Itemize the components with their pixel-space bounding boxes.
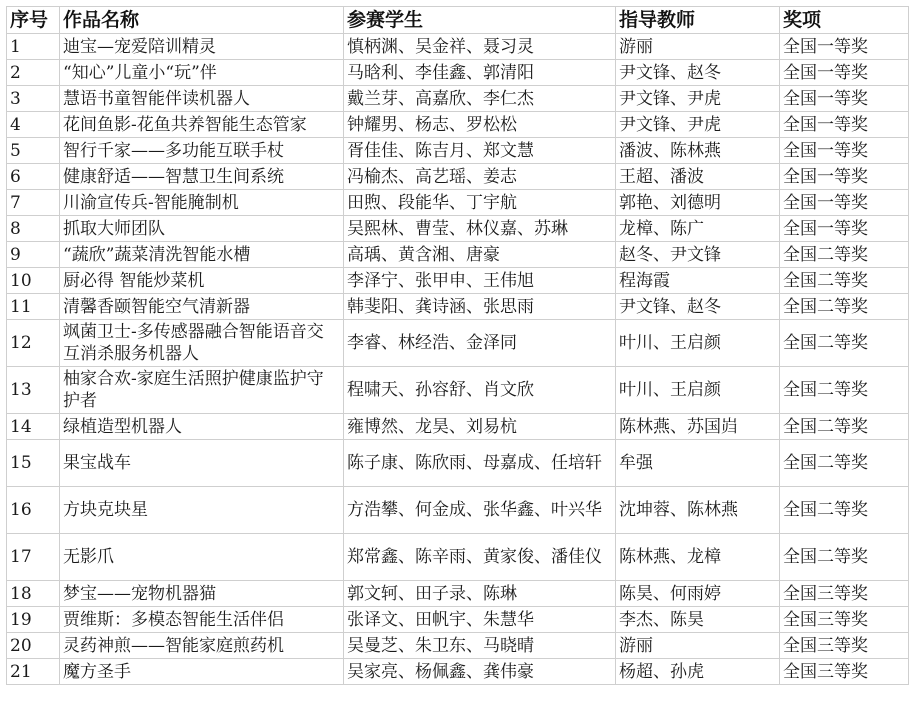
cell-work-name: 清馨香颐智能空气清新器 xyxy=(60,294,344,320)
header-row xyxy=(7,7,909,34)
table-row xyxy=(7,86,909,112)
cell-students: 冯榆杰、高艺瑶、姜志 xyxy=(344,164,616,190)
cell-teachers: 游丽 xyxy=(616,34,780,60)
cell-teachers: 牟强 xyxy=(616,440,780,487)
cell-index: 15 xyxy=(7,440,60,487)
cell-award: 全国三等奖 xyxy=(780,607,909,633)
cell-award: 全国二等奖 xyxy=(780,534,909,581)
cell-students: 韩斐阳、龚诗涵、张思雨 xyxy=(344,294,616,320)
cell-award: 全国二等奖 xyxy=(780,294,909,320)
cell-teachers: 陈林燕、苏国岿 xyxy=(616,414,780,440)
cell-index: 20 xyxy=(7,633,60,659)
cell-work-name: 梦宝——宠物机器猫 xyxy=(60,581,344,607)
cell-index: 10 xyxy=(7,268,60,294)
table-row xyxy=(7,190,909,216)
cell-work-name: 方块克块星 xyxy=(60,487,344,534)
cell-teachers: 尹文锋、赵冬 xyxy=(616,60,780,86)
cell-index: 9 xyxy=(7,242,60,268)
table-row xyxy=(7,659,909,685)
cell-students: 陈子康、陈欣雨、母嘉成、任培轩 xyxy=(344,440,616,487)
cell-award: 全国三等奖 xyxy=(780,659,909,685)
cell-teachers: 李杰、陈昊 xyxy=(616,607,780,633)
cell-students: 高瑀、黄含湘、唐豪 xyxy=(344,242,616,268)
cell-teachers: 游丽 xyxy=(616,633,780,659)
cell-students: 雍博然、龙昊、刘易杭 xyxy=(344,414,616,440)
cell-work-name: 飒菌卫士-多传感器融合智能语音交互消杀服务机器人 xyxy=(60,320,344,367)
cell-award: 全国二等奖 xyxy=(780,367,909,414)
table-body xyxy=(7,34,909,685)
table-row xyxy=(7,320,909,367)
table-row xyxy=(7,216,909,242)
cell-students: 胥佳佳、陈吉月、郑文慧 xyxy=(344,138,616,164)
table-row xyxy=(7,607,909,633)
cell-work-name: 绿植造型机器人 xyxy=(60,414,344,440)
cell-work-name: 厨必得 智能炒菜机 xyxy=(60,268,344,294)
cell-teachers: 程海霞 xyxy=(616,268,780,294)
table-row xyxy=(7,294,909,320)
cell-teachers: 尹文锋、尹虎 xyxy=(616,86,780,112)
cell-teachers: 赵冬、尹文锋 xyxy=(616,242,780,268)
cell-teachers: 尹文锋、尹虎 xyxy=(616,112,780,138)
cell-award: 全国三等奖 xyxy=(780,581,909,607)
header-work-name: 作品名称 xyxy=(60,7,344,34)
cell-index: 5 xyxy=(7,138,60,164)
header-teachers: 指导教师 xyxy=(616,7,780,34)
table-header xyxy=(7,7,909,34)
cell-work-name: 智行千家——多功能互联手杖 xyxy=(60,138,344,164)
table-row xyxy=(7,242,909,268)
cell-work-name: 慧语书童智能伴读机器人 xyxy=(60,86,344,112)
table-row xyxy=(7,633,909,659)
cell-work-name: 川渝宣传兵-智能腌制机 xyxy=(60,190,344,216)
cell-index: 14 xyxy=(7,414,60,440)
cell-award: 全国一等奖 xyxy=(780,138,909,164)
cell-students: 吴熙林、曹莹、林仪嘉、苏琳 xyxy=(344,216,616,242)
cell-award: 全国二等奖 xyxy=(780,440,909,487)
cell-index: 18 xyxy=(7,581,60,607)
cell-award: 全国一等奖 xyxy=(780,164,909,190)
table-row xyxy=(7,112,909,138)
table-row xyxy=(7,487,909,534)
cell-index: 6 xyxy=(7,164,60,190)
cell-work-name: 贾维斯：多模态智能生活伴侣 xyxy=(60,607,344,633)
cell-teachers: 潘波、陈林燕 xyxy=(616,138,780,164)
cell-teachers: 龙樟、陈广 xyxy=(616,216,780,242)
cell-index: 11 xyxy=(7,294,60,320)
cell-teachers: 陈林燕、龙樟 xyxy=(616,534,780,581)
cell-award: 全国一等奖 xyxy=(780,60,909,86)
cell-index: 3 xyxy=(7,86,60,112)
cell-index: 12 xyxy=(7,320,60,367)
table-row xyxy=(7,534,909,581)
cell-index: 13 xyxy=(7,367,60,414)
cell-students: 田煦、段能华、丁宇航 xyxy=(344,190,616,216)
cell-students: 马晗利、李佳鑫、郭清阳 xyxy=(344,60,616,86)
table-row xyxy=(7,414,909,440)
cell-work-name: 无影爪 xyxy=(60,534,344,581)
cell-students: 李泽宁、张甲申、王伟旭 xyxy=(344,268,616,294)
cell-award: 全国二等奖 xyxy=(780,320,909,367)
cell-award: 全国二等奖 xyxy=(780,487,909,534)
table-row xyxy=(7,60,909,86)
cell-index: 16 xyxy=(7,487,60,534)
cell-teachers: 叶川、王启颜 xyxy=(616,367,780,414)
table-row xyxy=(7,138,909,164)
cell-work-name: 魔方圣手 xyxy=(60,659,344,685)
header-students: 参赛学生 xyxy=(344,7,616,34)
cell-work-name: 健康舒适——智慧卫生间系统 xyxy=(60,164,344,190)
cell-award: 全国三等奖 xyxy=(780,633,909,659)
cell-teachers: 郭艳、刘德明 xyxy=(616,190,780,216)
cell-index: 19 xyxy=(7,607,60,633)
cell-teachers: 王超、潘波 xyxy=(616,164,780,190)
cell-work-name: 抓取大师团队 xyxy=(60,216,344,242)
cell-students: 张译文、田帆宇、朱慧华 xyxy=(344,607,616,633)
cell-award: 全国二等奖 xyxy=(780,242,909,268)
cell-index: 7 xyxy=(7,190,60,216)
cell-work-name: 迪宝—宠爱陪训精灵 xyxy=(60,34,344,60)
cell-teachers: 杨超、孙虎 xyxy=(616,659,780,685)
cell-index: 1 xyxy=(7,34,60,60)
cell-award: 全国一等奖 xyxy=(780,112,909,138)
cell-award: 全国二等奖 xyxy=(780,268,909,294)
cell-teachers: 尹文锋、赵冬 xyxy=(616,294,780,320)
cell-index: 2 xyxy=(7,60,60,86)
table-row xyxy=(7,268,909,294)
awards-table xyxy=(6,6,909,685)
cell-work-name: 果宝战车 xyxy=(60,440,344,487)
cell-index: 17 xyxy=(7,534,60,581)
cell-teachers: 陈昊、何雨婷 xyxy=(616,581,780,607)
table-row xyxy=(7,581,909,607)
cell-students: 李睿、林经浩、金泽同 xyxy=(344,320,616,367)
cell-students: 吴曼芝、朱卫东、马晓晴 xyxy=(344,633,616,659)
cell-students: 方浩攀、何金成、张华鑫、叶兴华 xyxy=(344,487,616,534)
table-row xyxy=(7,367,909,414)
cell-teachers: 叶川、王启颜 xyxy=(616,320,780,367)
cell-award: 全国一等奖 xyxy=(780,190,909,216)
cell-work-name: “知心”儿童小“玩”伴 xyxy=(60,60,344,86)
cell-work-name: “蔬欣”蔬菜清洗智能水槽 xyxy=(60,242,344,268)
cell-work-name: 灵药神煎——智能家庭煎药机 xyxy=(60,633,344,659)
cell-students: 郑常鑫、陈辛雨、黄家俊、潘佳仪 xyxy=(344,534,616,581)
cell-teachers: 沈坤蓉、陈林燕 xyxy=(616,487,780,534)
table-row xyxy=(7,440,909,487)
cell-students: 慎柄渊、吴金祥、聂习灵 xyxy=(344,34,616,60)
table-row xyxy=(7,164,909,190)
cell-work-name: 柚家合欢-家庭生活照护健康监护守护者 xyxy=(60,367,344,414)
header-award: 奖项 xyxy=(780,7,909,34)
cell-award: 全国一等奖 xyxy=(780,86,909,112)
cell-students: 戴兰芽、高嘉欣、李仁杰 xyxy=(344,86,616,112)
cell-index: 4 xyxy=(7,112,60,138)
cell-index: 21 xyxy=(7,659,60,685)
cell-award: 全国一等奖 xyxy=(780,216,909,242)
cell-students: 程啸天、孙容舒、肖文欣 xyxy=(344,367,616,414)
cell-award: 全国二等奖 xyxy=(780,414,909,440)
cell-students: 郭文轲、田子录、陈琳 xyxy=(344,581,616,607)
table-row xyxy=(7,34,909,60)
cell-students: 钟耀男、杨志、罗松松 xyxy=(344,112,616,138)
cell-students: 吴家亮、杨佩鑫、龚伟豪 xyxy=(344,659,616,685)
header-index: 序号 xyxy=(7,7,60,34)
cell-index: 8 xyxy=(7,216,60,242)
cell-work-name: 花间鱼影-花鱼共养智能生态管家 xyxy=(60,112,344,138)
cell-award: 全国一等奖 xyxy=(780,34,909,60)
